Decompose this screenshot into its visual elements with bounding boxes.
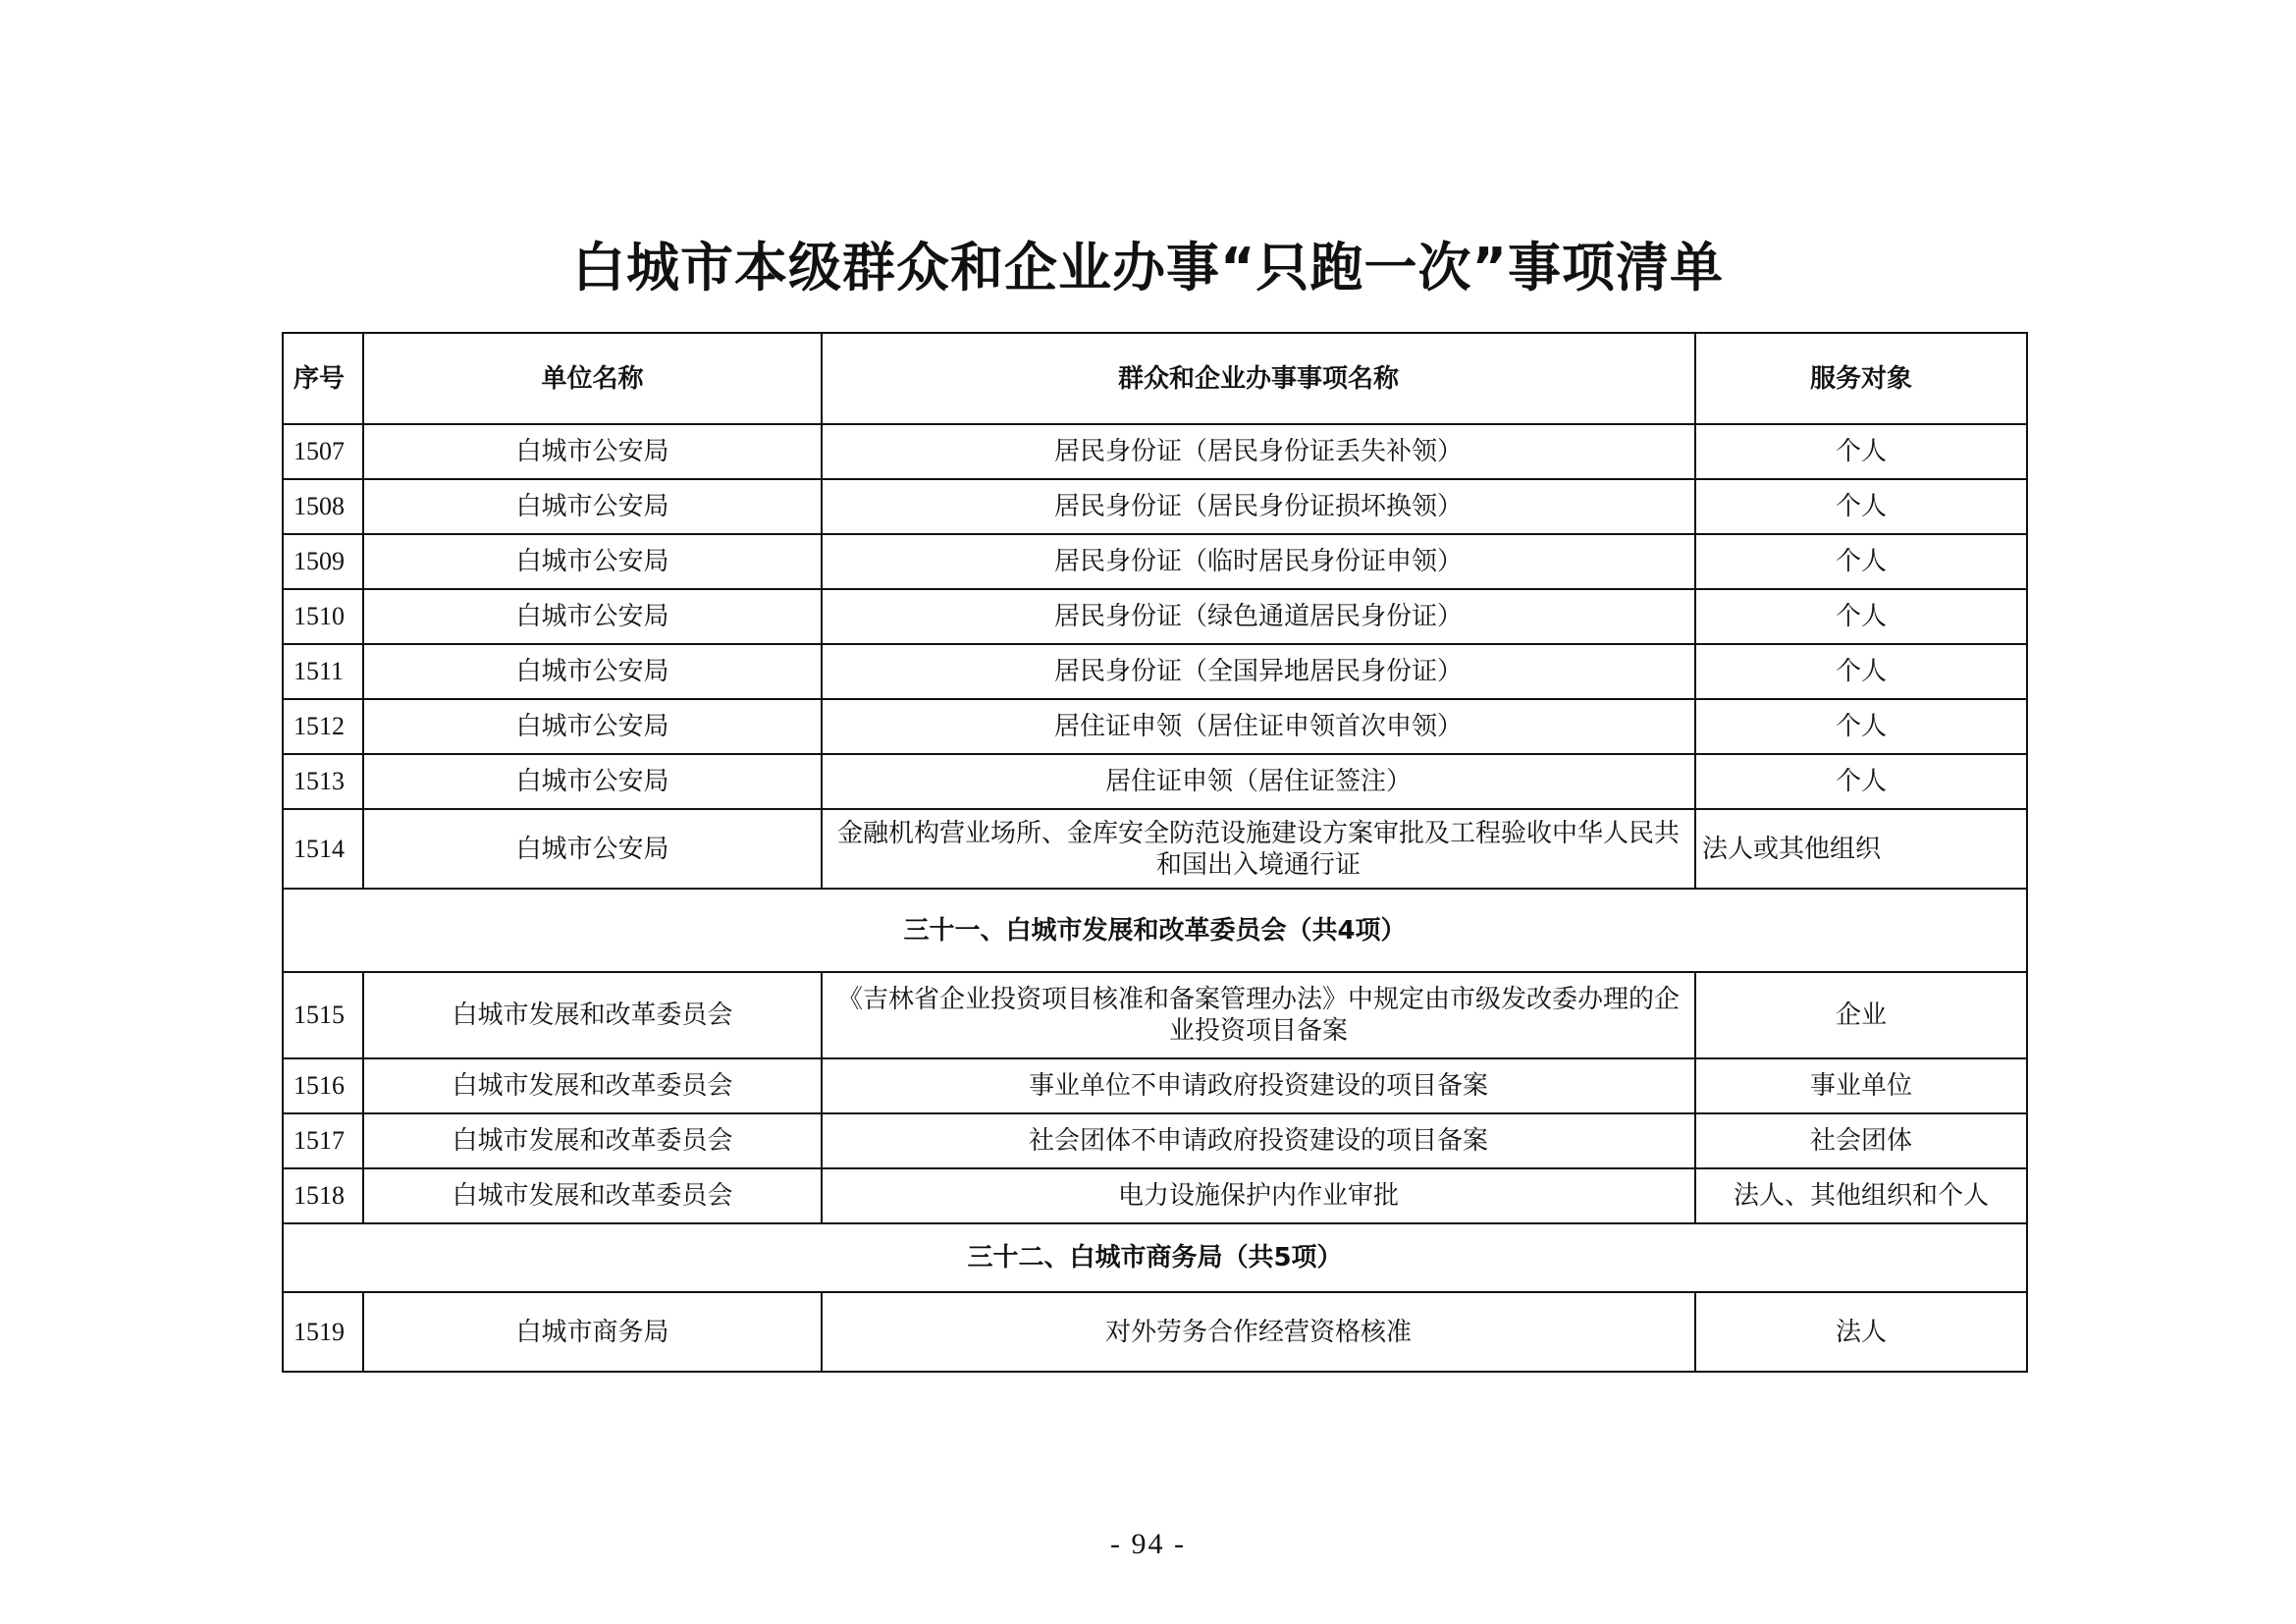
table-row xyxy=(283,1292,2027,1372)
row-item: 社会团体不申请政府投资建设的项目备案 xyxy=(822,1113,1695,1168)
row-item: 居住证申领（居住证申领首次申领） xyxy=(822,699,1695,754)
row-item: 居民身份证（临时居民身份证申领） xyxy=(822,534,1695,589)
row-target: 企业 xyxy=(1695,972,2027,1058)
row-unit: 白城市公安局 xyxy=(363,424,822,479)
row-seq: 1517 xyxy=(283,1113,363,1168)
row-item: 居民身份证（居民身份证丢失补领） xyxy=(822,424,1695,479)
section-title: 三十二、白城市商务局（共5项） xyxy=(283,1223,2027,1292)
page-number: - 94 - xyxy=(1110,1528,1186,1560)
row-item: 居民身份证（绿色通道居民身份证） xyxy=(822,589,1695,644)
row-target: 个人 xyxy=(1695,479,2027,534)
row-unit: 白城市公安局 xyxy=(363,534,822,589)
table-row xyxy=(283,424,2027,479)
row-target: 个人 xyxy=(1695,699,2027,754)
row-target: 法人、其他组织和个人 xyxy=(1695,1168,2027,1223)
row-seq: 1507 xyxy=(283,424,363,479)
section-title: 三十一、白城市发展和改革委员会（共4项） xyxy=(283,889,2027,972)
table-row xyxy=(283,589,2027,644)
row-seq: 1509 xyxy=(283,534,363,589)
row-target: 事业单位 xyxy=(1695,1058,2027,1113)
header-item: 群众和企业办事事项名称 xyxy=(822,333,1695,424)
table-row xyxy=(283,1168,2027,1223)
row-unit: 白城市公安局 xyxy=(363,644,822,699)
row-seq: 1519 xyxy=(283,1292,363,1372)
section-header-row xyxy=(283,889,2027,972)
row-unit: 白城市发展和改革委员会 xyxy=(363,1058,822,1113)
table-row xyxy=(283,1058,2027,1113)
table-row xyxy=(283,754,2027,809)
row-unit: 白城市公安局 xyxy=(363,809,822,889)
row-item: 对外劳务合作经营资格核准 xyxy=(822,1292,1695,1372)
row-target: 个人 xyxy=(1695,644,2027,699)
row-target: 个人 xyxy=(1695,534,2027,589)
row-seq: 1512 xyxy=(283,699,363,754)
table-row xyxy=(283,972,2027,1058)
row-unit: 白城市公安局 xyxy=(363,754,822,809)
row-unit: 白城市公安局 xyxy=(363,589,822,644)
table-row xyxy=(283,1113,2027,1168)
row-seq: 1508 xyxy=(283,479,363,534)
row-item: 事业单位不申请政府投资建设的项目备案 xyxy=(822,1058,1695,1113)
table-row xyxy=(283,534,2027,589)
row-seq: 1513 xyxy=(283,754,363,809)
header-unit: 单位名称 xyxy=(363,333,822,424)
row-target: 个人 xyxy=(1695,589,2027,644)
row-target: 个人 xyxy=(1695,754,2027,809)
row-target: 法人 xyxy=(1695,1292,2027,1372)
row-item: 居民身份证（全国异地居民身份证） xyxy=(822,644,1695,699)
row-seq: 1511 xyxy=(283,644,363,699)
row-unit: 白城市公安局 xyxy=(363,699,822,754)
row-item: 居民身份证（居民身份证损坏换领） xyxy=(822,479,1695,534)
row-target: 社会团体 xyxy=(1695,1113,2027,1168)
row-seq: 1518 xyxy=(283,1168,363,1223)
row-item: 《吉林省企业投资项目核准和备案管理办法》中规定由市级发改委办理的企业投资项目备案 xyxy=(822,972,1695,1058)
row-unit: 白城市发展和改革委员会 xyxy=(363,1168,822,1223)
row-unit: 白城市商务局 xyxy=(363,1292,822,1372)
table-row xyxy=(283,644,2027,699)
row-seq: 1514 xyxy=(283,809,363,889)
row-target: 个人 xyxy=(1695,424,2027,479)
header-target: 服务对象 xyxy=(1695,333,2027,424)
table-header-row xyxy=(283,333,2027,424)
row-unit: 白城市发展和改革委员会 xyxy=(363,972,822,1058)
row-item: 电力设施保护内作业审批 xyxy=(822,1168,1695,1223)
row-seq: 1516 xyxy=(283,1058,363,1113)
header-seq: 序号 xyxy=(283,333,363,424)
table-row xyxy=(283,479,2027,534)
row-seq: 1510 xyxy=(283,589,363,644)
items-table xyxy=(282,332,2028,1373)
table-row xyxy=(283,809,2027,889)
section-header-row xyxy=(283,1223,2027,1292)
row-unit: 白城市公安局 xyxy=(363,479,822,534)
row-unit: 白城市发展和改革委员会 xyxy=(363,1113,822,1168)
row-item: 金融机构营业场所、金库安全防范设施建设方案审批及工程验收中华人民共和国出入境通行证 xyxy=(822,809,1695,889)
row-item: 居住证申领（居住证签注） xyxy=(822,754,1695,809)
table-row xyxy=(283,699,2027,754)
page-title: 白城市本级群众和企业办事“只跑一次”事项清单 xyxy=(572,237,1724,298)
row-target: 法人或其他组织 xyxy=(1695,809,2027,889)
row-seq: 1515 xyxy=(283,972,363,1058)
